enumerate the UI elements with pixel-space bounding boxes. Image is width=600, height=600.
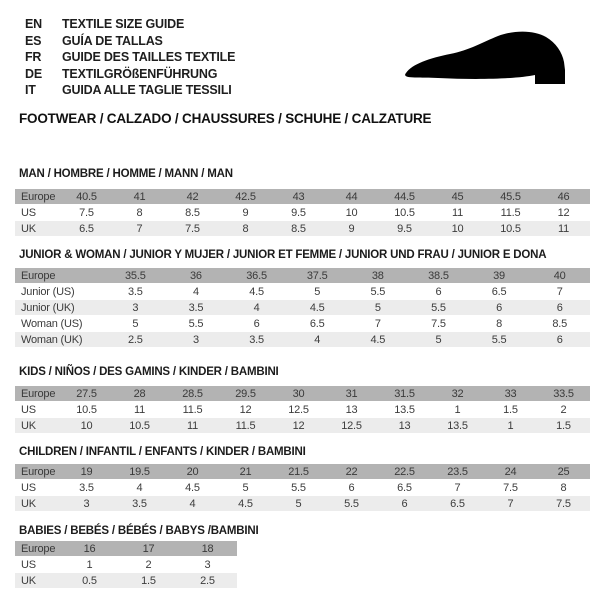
row-label: US: [15, 402, 60, 418]
row-label: Junior (UK): [15, 300, 105, 316]
size-cell: 7: [113, 221, 166, 237]
size-cell: 10.5: [378, 205, 431, 221]
size-cell: 3.5: [166, 300, 227, 316]
section-title: BABIES / BEBÉS / BÉBÉS / BABYS /BAMBINI: [19, 525, 259, 537]
size-section-children: [15, 446, 593, 512]
size-cell: 5.5: [469, 332, 530, 348]
table-row: [15, 464, 590, 480]
size-cell: 2: [537, 402, 590, 418]
row-label: Europe: [15, 541, 60, 557]
row-label: Junior (US): [15, 284, 105, 300]
size-section-kids: [15, 366, 593, 434]
size-cell: 19: [60, 464, 113, 480]
section-title: CHILDREN / INFANTIL / ENFANTS / KINDER / BAMBINI: [19, 446, 306, 458]
table-row: [15, 402, 590, 418]
size-cell: 18: [178, 541, 237, 557]
size-cell: 10.5: [113, 418, 166, 434]
table-row: [15, 268, 590, 284]
size-cell: 16: [60, 541, 119, 557]
size-cell: 9: [219, 205, 272, 221]
size-cell: 12: [537, 205, 590, 221]
size-cell: 38: [348, 268, 409, 284]
size-cell: 6: [378, 496, 431, 512]
size-cell: 5: [272, 496, 325, 512]
size-cell: 9.5: [378, 221, 431, 237]
language-row-it: [25, 82, 235, 99]
size-cell: 6.5: [431, 496, 484, 512]
size-cell: 6: [469, 300, 530, 316]
table-row: [15, 418, 590, 434]
table-row: [15, 541, 237, 557]
size-section-junior-woman: [15, 249, 593, 348]
row-label: UK: [15, 496, 60, 512]
size-cell: 3: [166, 332, 227, 348]
row-label: US: [15, 205, 60, 221]
size-cell: 39: [469, 268, 530, 284]
size-cell: 19.5: [113, 464, 166, 480]
language-code: EN: [25, 17, 42, 31]
size-table: [15, 189, 590, 237]
language-row-en: [25, 16, 235, 33]
size-cell: 1.5: [484, 402, 537, 418]
size-cell: 6: [408, 284, 469, 300]
row-label: Europe: [15, 464, 60, 480]
size-cell: 8.5: [272, 221, 325, 237]
size-cell: 11.5: [166, 402, 219, 418]
size-cell: 1.5: [537, 418, 590, 434]
size-cell: 17: [119, 541, 178, 557]
table-row: [15, 316, 590, 332]
size-table: [15, 386, 590, 434]
table-row: [15, 332, 590, 348]
language-code: FR: [25, 50, 42, 64]
section-title: JUNIOR & WOMAN / JUNIOR Y MUJER / JUNIOR ET FEMME / JUNIOR UND FRAU / JUNIOR E DONA: [19, 249, 547, 261]
size-cell: 31: [325, 386, 378, 402]
size-cell: 4: [166, 496, 219, 512]
language-code: DE: [25, 66, 42, 81]
size-cell: 4: [287, 332, 348, 348]
size-cell: 8: [219, 221, 272, 237]
size-cell: 6: [529, 300, 590, 316]
size-cell: 1.5: [119, 573, 178, 589]
language-label: TEXTILGRÖßENFÜHRUNG: [62, 66, 218, 81]
language-row-de: [25, 66, 235, 83]
size-cell: 6.5: [287, 316, 348, 332]
size-cell: 4: [166, 284, 227, 300]
size-cell: 8: [537, 480, 590, 496]
size-cell: 45: [431, 189, 484, 205]
size-cell: 4.5: [219, 496, 272, 512]
size-cell: 2: [119, 557, 178, 573]
row-label: Europe: [15, 268, 105, 284]
size-cell: 6: [226, 316, 287, 332]
size-cell: 36: [166, 268, 227, 284]
size-cell: 12: [272, 418, 325, 434]
size-table-junior-woman: [15, 268, 593, 348]
size-cell: 36.5: [226, 268, 287, 284]
table-row: [15, 205, 590, 221]
size-cell: 10: [325, 205, 378, 221]
size-cell: 4: [113, 480, 166, 496]
size-cell: 3.5: [113, 496, 166, 512]
size-cell: 11.5: [219, 418, 272, 434]
size-cell: 25: [537, 464, 590, 480]
size-table-babies: [15, 541, 593, 589]
size-cell: 10: [431, 221, 484, 237]
size-cell: 13: [378, 418, 431, 434]
size-cell: 0.5: [60, 573, 119, 589]
table-row: [15, 386, 590, 402]
size-cell: 5: [287, 284, 348, 300]
table-row: [15, 221, 590, 237]
size-cell: 46: [537, 189, 590, 205]
row-label: Europe: [15, 386, 60, 402]
row-label: UK: [15, 221, 60, 237]
size-section-babies: [15, 525, 593, 589]
language-list: [25, 16, 235, 99]
row-label: Woman (US): [15, 316, 105, 332]
size-section-man: [15, 168, 593, 237]
size-cell: 35.5: [105, 268, 166, 284]
row-label: US: [15, 557, 60, 573]
size-cell: 13: [325, 402, 378, 418]
size-cell: 24: [484, 464, 537, 480]
size-cell: 3.5: [226, 332, 287, 348]
size-cell: 10: [60, 418, 113, 434]
size-cell: 8: [469, 316, 530, 332]
size-cell: 40.5: [60, 189, 113, 205]
size-table: [15, 464, 590, 512]
size-cell: 6.5: [378, 480, 431, 496]
size-cell: 6.5: [469, 284, 530, 300]
size-cell: 11: [537, 221, 590, 237]
size-cell: 20: [166, 464, 219, 480]
size-cell: 7.5: [537, 496, 590, 512]
size-cell: 4.5: [226, 284, 287, 300]
row-label: Europe: [15, 189, 60, 205]
size-cell: 5: [219, 480, 272, 496]
size-cell: 28: [113, 386, 166, 402]
size-cell: 7.5: [166, 221, 219, 237]
size-cell: 5.5: [348, 284, 409, 300]
size-cell: 3: [105, 300, 166, 316]
language-label: GUIDE DES TAILLES TEXTILE: [62, 50, 236, 64]
size-cell: 8: [113, 205, 166, 221]
size-cell: 44: [325, 189, 378, 205]
size-cell: 21.5: [272, 464, 325, 480]
size-cell: 4: [226, 300, 287, 316]
table-row: [15, 284, 590, 300]
size-cell: 11: [166, 418, 219, 434]
size-cell: 11: [113, 402, 166, 418]
size-cell: 42.5: [219, 189, 272, 205]
size-cell: 1: [484, 418, 537, 434]
size-table-kids: [15, 386, 593, 434]
size-cell: 3: [60, 496, 113, 512]
size-cell: 12: [219, 402, 272, 418]
size-cell: 22.5: [378, 464, 431, 480]
size-cell: 27.5: [60, 386, 113, 402]
size-cell: 22: [325, 464, 378, 480]
size-cell: 31.5: [378, 386, 431, 402]
shoe-silhouette-icon: [398, 28, 578, 96]
table-row: [15, 300, 590, 316]
size-cell: 30: [272, 386, 325, 402]
size-cell: 10.5: [60, 402, 113, 418]
size-table-children: [15, 464, 593, 512]
language-label: GUIDA ALLE TAGLIE TESSILI: [62, 83, 232, 97]
size-cell: 21: [219, 464, 272, 480]
size-cell: 43: [272, 189, 325, 205]
section-title: KIDS / NIÑOS / DES GAMINS / KINDER / BAMBINI: [19, 366, 279, 378]
size-cell: 33: [484, 386, 537, 402]
size-cell: 6.5: [60, 221, 113, 237]
size-cell: 1: [431, 402, 484, 418]
size-cell: 33.5: [537, 386, 590, 402]
size-cell: 13.5: [431, 418, 484, 434]
size-cell: 8.5: [166, 205, 219, 221]
size-cell: 12.5: [272, 402, 325, 418]
size-cell: 4.5: [166, 480, 219, 496]
size-cell: 3.5: [60, 480, 113, 496]
size-cell: 7.5: [408, 316, 469, 332]
size-cell: 41: [113, 189, 166, 205]
table-row: [15, 573, 237, 589]
size-cell: 38.5: [408, 268, 469, 284]
size-cell: 40: [529, 268, 590, 284]
category-title: FOOTWEAR / CALZADO / CHAUSSURES / SCHUHE / CALZATURE: [19, 111, 432, 126]
size-cell: 5.5: [325, 496, 378, 512]
size-cell: 7: [484, 496, 537, 512]
size-cell: 4.5: [348, 332, 409, 348]
size-cell: 2.5: [105, 332, 166, 348]
table-row: [15, 189, 590, 205]
row-label: UK: [15, 418, 60, 434]
size-cell: 5: [348, 300, 409, 316]
language-label: TEXTILE SIZE GUIDE: [62, 17, 185, 31]
size-cell: 37.5: [287, 268, 348, 284]
size-cell: 5: [408, 332, 469, 348]
row-label: UK: [15, 573, 60, 589]
size-cell: 5.5: [166, 316, 227, 332]
size-table-man: [15, 189, 593, 237]
language-row-es: [25, 33, 235, 50]
size-cell: 5.5: [272, 480, 325, 496]
size-cell: 6: [529, 332, 590, 348]
table-row: [15, 557, 237, 573]
section-title: MAN / HOMBRE / HOMME / MANN / MAN: [19, 168, 233, 180]
row-label: US: [15, 480, 60, 496]
size-cell: 7.5: [484, 480, 537, 496]
size-cell: 23.5: [431, 464, 484, 480]
size-cell: 2.5: [178, 573, 237, 589]
language-row-fr: [25, 49, 235, 66]
table-row: [15, 480, 590, 496]
size-cell: 13.5: [378, 402, 431, 418]
size-cell: 28.5: [166, 386, 219, 402]
size-cell: 12.5: [325, 418, 378, 434]
size-cell: 3: [178, 557, 237, 573]
size-cell: 44.5: [378, 189, 431, 205]
size-cell: 8.5: [529, 316, 590, 332]
size-cell: 4.5: [287, 300, 348, 316]
size-cell: 7: [529, 284, 590, 300]
size-cell: 10.5: [484, 221, 537, 237]
size-table: [15, 268, 590, 348]
size-cell: 32: [431, 386, 484, 402]
size-cell: 6: [325, 480, 378, 496]
size-cell: 42: [166, 189, 219, 205]
size-cell: 9: [325, 221, 378, 237]
size-cell: 5.5: [408, 300, 469, 316]
size-cell: 5: [105, 316, 166, 332]
table-row: [15, 496, 590, 512]
row-label: Woman (UK): [15, 332, 105, 348]
size-cell: 7: [431, 480, 484, 496]
language-code: IT: [25, 83, 36, 97]
size-cell: 1: [60, 557, 119, 573]
language-label: GUÍA DE TALLAS: [62, 33, 163, 48]
size-cell: 7: [348, 316, 409, 332]
size-cell: 9.5: [272, 205, 325, 221]
language-code: ES: [25, 33, 42, 48]
size-cell: 29.5: [219, 386, 272, 402]
size-table: [15, 541, 237, 589]
size-cell: 45.5: [484, 189, 537, 205]
size-cell: 11: [431, 205, 484, 221]
size-cell: 11.5: [484, 205, 537, 221]
size-cell: 7.5: [60, 205, 113, 221]
size-cell: 3.5: [105, 284, 166, 300]
